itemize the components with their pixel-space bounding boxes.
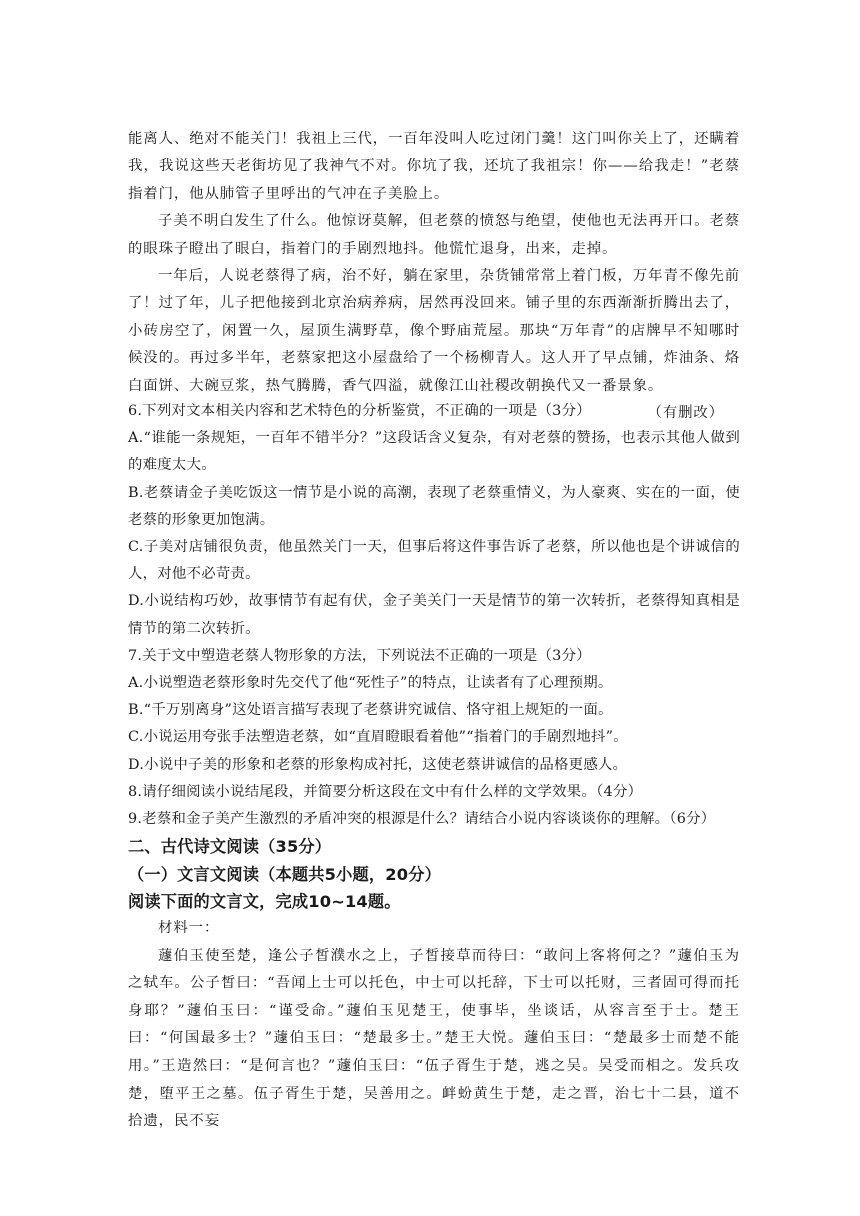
question-7-option-c: C.小说运用夸张手法塑造老蔡，如“直眉瞪眼看着他”“指着门的手剧烈地抖”。 bbox=[128, 729, 628, 746]
question-6-option-c: C.子美对店铺很负责，他虽然关门一天，但事后将这件事告诉了老蔡，所以他也是个讲诚信的人，对他不必苛责。 bbox=[128, 539, 740, 583]
question-list bbox=[128, 398, 740, 833]
story-paragraph-1: 能离人、绝对不能关门！我祖上三代，一百年没叫人吃过闭门羹！这门叫你关上了，还瞒着我，我说这些天老街坊见了我神气不对。你坑了我，还坑了我祖宗！你——给我走！”老蔡指着门，他从肺管子里呼出的气冲在子美脸上。 bbox=[128, 131, 740, 202]
subsection-heading: （一）文言文阅读（本题共5小题，20分） bbox=[128, 864, 441, 884]
material-label: 材料一： bbox=[158, 920, 220, 936]
question-7-option-a: A.小说塑造老蔡形象时先交代了他“死性子”的特点，让读者有了心理预期。 bbox=[128, 675, 613, 692]
question-7-option-d: D.小说中子美的形象和老蔡的形象构成衬托，这使老蔡讲诚信的品格更感人。 bbox=[128, 756, 628, 773]
revision-note: （有删改） bbox=[647, 405, 724, 422]
question-7-option-b: B.“千万别离身”这处语言描写表现了老蔡讲究诚信、恪守祖上规矩的一面。 bbox=[128, 702, 613, 719]
question-6-option-d: D.小说结构巧妙，故事情节有起有伏，金子美关门一天是情节的第一次转折，老蔡得知真相是情节的第二次转折。 bbox=[128, 593, 740, 637]
question-7: 7.关于文中塑造老蔡人物形象的方法，下列说法不正确的一项是（3分） bbox=[128, 647, 591, 664]
classical-passage bbox=[128, 915, 740, 1136]
question-9: 9.老蔡和金子美产生激烈的矛盾冲突的根源是什么？请结合小说内容谈谈你的理解。（6分） bbox=[128, 811, 716, 828]
question-6-option-a: A.“谁能一条规矩，一百年不错半分？”这段话含义复杂，有对老蔡的赞扬，也表示其他人做到的难度太大。 bbox=[128, 430, 740, 474]
reading-instruction: 阅读下面的文言文，完成10~14题。 bbox=[128, 892, 401, 911]
question-6-option-b: B.老蔡请金子美吃饭这一情节是小说的高潮，表现了老蔡重情义，为人豪爽、实在的一面，使老蔡的形象更加饱满。 bbox=[128, 484, 740, 528]
story-paragraph-3: 一年后，人说老蔡得了病，治不好，躺在家里，杂货铺常常上着门板，万年青不像先前了！过了年，儿子把他接到北京治病养病，居然再没回来。铺子里的东西渐渐折腾出去了，小砖房空了，闲置一久，屋顶生满野草，像个野庙荒屋。那块“万年青”的店牌早不知哪时候没的。再过多半年，老蔡家把这小屋盘给了一个杨柳青人。这人开了早点铺，炸油条、烙白面饼、大碗豆浆，热气腾腾，香气四溢，就像江山社稷改朝换代又一番景象。 bbox=[128, 268, 740, 394]
story-excerpt bbox=[128, 126, 740, 427]
story-paragraph-2: 子美不明白发生了什么。他惊讶莫解，但老蔡的愤怒与绝望，使他也无法再开口。老蔡的眼珠子瞪出了眼白，指着门的手剧烈地抖。他慌忙退身，出来，走掉。 bbox=[128, 213, 740, 257]
classical-paragraph-1: 蘧伯玉使至楚，逢公子皙濮水之上，子皙接草而待曰：“敢问上客将何之？”蘧伯玉为之轼车。公子皙曰：“吾闻上士可以托色，中士可以托辞，下士可以托财，三者固可得而托身耶？”蘧伯玉曰：“谨受命。”蘧伯玉见楚王，使事毕，坐谈话，从容言至于士。楚王曰：“何国最多士？”蘧伯玉曰：“楚最多士。”楚王大悦。蘧伯玉曰：“楚最多士而楚不能用。”王造然曰：“是何言也？”蘧伯玉曰：“伍子胥生于楚，逃之吴。吴受而相之。发兵攻楚，堕平王之墓。伍子胥生于楚，吴善用之。衅蚡黄生于楚，走之晋，治七十二县，道不拾遗，民不妄 bbox=[128, 947, 740, 1130]
section-headings bbox=[128, 833, 740, 916]
section-heading: 二、古代诗文阅读（35分） bbox=[128, 837, 332, 856]
question-8: 8.请仔细阅读小说结尾段，并简要分析这段在文中有什么样的文学效果。（4分） bbox=[128, 783, 643, 800]
question-6: 6.下列对文本相关内容和艺术特色的分析鉴赏，不正确的一项是（3分） bbox=[128, 403, 591, 419]
